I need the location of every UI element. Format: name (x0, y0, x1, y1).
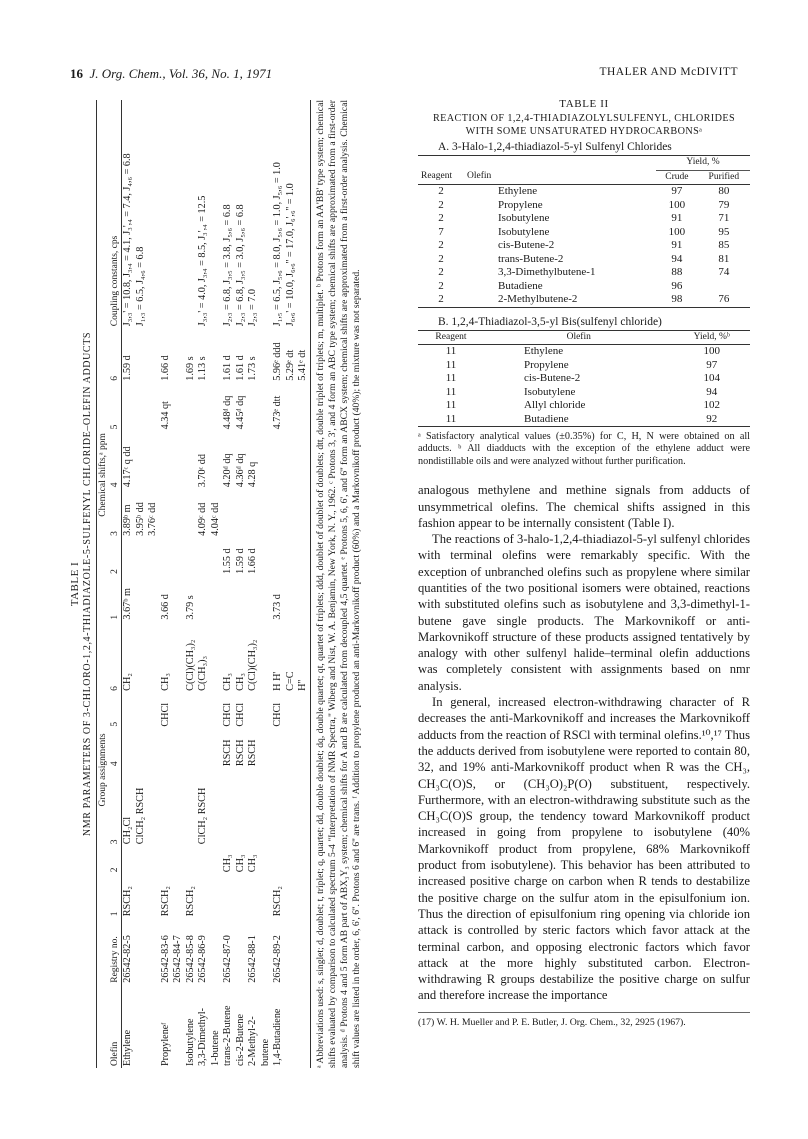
table-cell: 1.73 s (247, 356, 258, 381)
table-cell: 11 (445, 412, 457, 425)
table-cell (235, 768, 248, 846)
table-cell: 91 (671, 239, 683, 251)
table-cell: 4.20ᵈ dq (222, 453, 233, 488)
table-cell: 2 (438, 198, 444, 211)
table-cell: 3,3-Dimethyl- 1-butene (197, 1007, 221, 1066)
table-cell (247, 489, 272, 538)
table-1-col-header: Coupling constants, cps (110, 235, 120, 327)
table-cell: 94 (671, 252, 683, 265)
table-cell (122, 538, 160, 576)
table-cell: 1.66 d (159, 355, 171, 381)
table-row (122, 100, 160, 1068)
table-cell: 100 (703, 345, 720, 357)
table-cell: Butadiene (524, 412, 569, 425)
table-cell: C(Cl)(CH₃)₂ (247, 639, 258, 691)
table-cell: Ethylene (498, 185, 538, 197)
table-cell: 1.66 d (247, 548, 258, 574)
table-cell: 97 (706, 358, 718, 371)
table-cell: 97 (671, 185, 683, 197)
table-cell (160, 489, 185, 538)
table-cell: CH₃ (222, 673, 233, 691)
table-2a (418, 155, 750, 308)
group-assignments-header: Group assignments (98, 733, 108, 807)
table-1-col-header: 6 (110, 686, 120, 691)
table-cell: 2 (438, 239, 444, 251)
table-row (418, 226, 750, 240)
table-1-col-header: 4 (110, 761, 120, 767)
table-cell: 3.70ᶜ dd (197, 454, 208, 488)
table-cell: CH₂ (122, 673, 133, 691)
table-cell: CH₃ (159, 673, 171, 691)
table-cell (197, 693, 222, 729)
table-cell (185, 538, 198, 576)
table-row (418, 253, 750, 267)
table-cell (197, 874, 222, 918)
running-authors: THALER AND McDIVITT (599, 66, 738, 78)
table-row (418, 185, 750, 199)
table-1-col-header: 4 (110, 482, 120, 488)
table-cell: 88 (671, 266, 683, 278)
table-cell (122, 383, 160, 432)
table-row (418, 413, 750, 427)
table-cell: 2 (438, 252, 444, 265)
table-cell (222, 768, 235, 846)
table-cell: 1.59 d (234, 548, 246, 574)
table-cell: 11 (445, 345, 457, 357)
paragraph-2: The reactions of 3-halo-1,2,4-thiadiazol-5-yl sulfenyl chlorides with terminal olefins were remarkably specific. With the exception of unbranched olefins such as propylene where similar quantities of the two positional isomers were obtained, reactions with substituted olefins such as isobutylene and 3,3-dimethyl-1-butene gave single products. The Markovnikoff or anti-Markovnikoff structure of these products assigned tentatively by analogy with other sulfenyl halide–terminal olefin adductions was completely consistent with assignments based on nmr analysis. (418, 532, 750, 693)
table-2a-col-header: Olefin (467, 171, 492, 182)
table-cell (197, 538, 222, 576)
table-cell: 4.45ᵈ dq (234, 395, 246, 430)
table-row (418, 266, 750, 280)
table-cell: 2 (438, 293, 444, 305)
table-cell (160, 431, 185, 489)
table-cell: 26542-88-1 (247, 935, 258, 983)
table-cell: 79 (718, 198, 730, 211)
table-cell: 2 (438, 212, 444, 224)
table-cell (185, 489, 198, 538)
table-cell: 95 (718, 225, 730, 238)
table-row (418, 199, 750, 213)
table-cell (185, 431, 198, 489)
table-cell: 2-Methyl-2- butene (247, 1016, 271, 1066)
table-cell (160, 846, 185, 874)
table-cell: 26542-83-6 26542-84-7 (159, 935, 183, 983)
table-2b-col-header: Reagent (435, 331, 467, 342)
table-1-footnote: ᵃ Abbreviations used: s, singlet; d, doublet; t, triplet; q, quartet; dd, double doublet; dq, double quartet; qt, quartet of triplets; ddd, doublet of doublet of doublets; dtt, double triplet of triplets; m, multiplet. ᵇ Protons form an AA'BB' type system; chemical shifts evaluated by comparison to calculated spectrum 5-4 "Interpretation of NMR Spectra," Wiberg and Nist, W. A. Benjamin, New York, N. Y., 1962. ᶜ Protons 3, 3', and 4 form an ABC type system; chemical shifts are approximated from a first-order analysis. ᵈ Protons 4 and 5 form AB part of ABX₃Y₃ system; chemical shifts for A and B are calculated from decoupled 4,5 quartet. ᵉ Protons 5, 6, 6', and 6'' form an ABCX system; chemical shifts are approximated from a first-order analysis. Chemical shift values are listed in the order, 6, 6', 6''. Protons 6 and 6'' are trans. ᶠ Addition to propylene produced an anti-Markovnikoff product (60%) and a Markovnikoff product (40%); the mixture was not separated. (314, 100, 362, 1068)
table-cell: 2 (438, 279, 444, 292)
table-row (418, 372, 750, 386)
table-cell: 94 (706, 385, 718, 398)
table-cell: 76 (718, 293, 730, 305)
table-cell: RSCH (247, 739, 258, 767)
table-cell (235, 874, 248, 918)
table-cell: CHCl (234, 702, 246, 727)
table-cell: 4.34 qt (159, 401, 171, 430)
table-cell (247, 768, 272, 846)
table-cell (222, 874, 235, 918)
table-1-col-header: 5 (110, 424, 120, 430)
table-cell: CH₃ (247, 854, 258, 873)
table-cell: 2-Methylbutene-2 (498, 293, 578, 305)
table-cell: 26542-82-5 (122, 935, 133, 983)
table-cell: J₃,₃' = 4.0, J₃,₄ = 8.5, J₃',₄ = 12.5 (197, 195, 208, 327)
body-text (418, 482, 750, 1004)
table-cell: CH₂Cl ClCH₂ RSCH (122, 787, 146, 845)
page-header (70, 66, 738, 86)
table-cell (160, 538, 185, 576)
table-cell (122, 693, 160, 729)
table-cell (272, 729, 310, 769)
table-cell (197, 576, 222, 622)
table-cell: 1.13 s (197, 356, 208, 381)
table-cell: J₂,₃ = 7.0 (247, 288, 258, 327)
table-cell: 104 (703, 372, 720, 384)
paragraph-1: analogous methylene and methine signals from adducts of unsymmetrical olefins. The chemical shifts assigned in this fashion appear to be internally consistent (Table I). (418, 483, 750, 530)
table-cell (272, 768, 310, 846)
table-cell: Allyl chloride (524, 399, 586, 411)
table-cell (160, 729, 185, 769)
table-cell (272, 431, 310, 489)
table-cell: cis-2-Butene (234, 1013, 246, 1066)
table-cell: 26542-89-2 (272, 935, 283, 983)
table-cell: Ethylene (122, 1029, 133, 1066)
table-cell: 98 (671, 293, 683, 305)
reference-17: (17) W. H. Mueller and P. E. Butler, J. Org. Chem., 32, 2925 (1967). (418, 1012, 750, 1028)
table-2b (418, 330, 750, 428)
table-1-col-header: 3 (110, 839, 120, 845)
table-2a-col-header: Reagent (421, 171, 453, 182)
page-number-journal (70, 66, 272, 82)
table-cell: 100 (668, 198, 686, 211)
table-cell: 1,4-Butadiene (272, 1008, 283, 1066)
table-cell (185, 846, 198, 874)
table-cell: CHCl (159, 702, 171, 727)
table-cell: 2 (438, 185, 444, 197)
table-cell: 11 (445, 385, 457, 398)
table-cell: 92 (706, 412, 718, 425)
table-cell: J₁,₅ = 6.5, J₅,₆ = 8.0, J₅,₆ = 1.0, J₅,₆ = 1.0 J₆,₆' = 10.0, J₆,₆'' = 17.0, J₆',₆'' = 1.0 (272, 162, 296, 327)
table-cell: 7 (438, 225, 444, 238)
table-1-col-header: 2 (110, 569, 120, 574)
table-cell (122, 846, 160, 874)
table-2-caption-line1: REACTION OF 1,2,4-THIADIAZOLYLSULFENYL, CHLORIDES (432, 113, 736, 124)
table-cell (272, 538, 310, 576)
table-cell: RSCH₂ (184, 886, 196, 917)
table-1-col-header: Olefin (110, 1041, 120, 1066)
table-cell: 1.61 d (222, 355, 233, 381)
table-cell: 11 (445, 372, 457, 384)
table-cell (122, 729, 160, 769)
table-2b-col-header: Yield, %ᵇ (693, 331, 730, 342)
table-cell: 3.73 d (272, 594, 283, 620)
table-cell: 81 (718, 252, 730, 265)
table-cell: 1.69 s (184, 356, 196, 381)
table-cell: RSCH₂ (159, 886, 171, 917)
table-cell (247, 693, 272, 729)
table-cell: RSCH₂ (122, 886, 133, 917)
table-2b-col-header: Olefin (566, 331, 591, 342)
table-cell (185, 383, 198, 432)
table-cell: J₃,₃' = 10.8, J₃,₄ = 4.1, J₃',₄ = 7.4, J₄,₆ = 6.8 J₁,₃ = 6.5, J₄,₆ = 6.8 (122, 153, 146, 327)
table-cell: CHCl (272, 702, 283, 727)
table-1-col-header: 5 (110, 721, 120, 727)
table-cell: 4.36ᵈ dq (234, 453, 246, 488)
table-cell: CH₃ (222, 854, 233, 873)
table-cell (222, 576, 235, 622)
table-cell: 4.09ᶜ dd 4.04ᶜ dd (197, 502, 221, 536)
table-cell: 100 (668, 225, 686, 238)
chemical-shifts-header: Chemical shifts,ᵃ ppm (98, 433, 108, 517)
table-cell: CH₃ (234, 854, 246, 873)
table-2-title: TABLE II (559, 98, 609, 110)
table-cell: RSCH₂ (272, 886, 283, 917)
table-cell: 3.89ᵇ m 3.95ᵇ dd 3.76ᶜ dd (122, 502, 158, 536)
table-row (418, 293, 750, 307)
table-row (160, 100, 185, 1068)
table-cell (222, 489, 235, 538)
table-1-title: TABLE I (69, 561, 81, 607)
table-cell (235, 918, 248, 984)
table-cell: 102 (703, 399, 720, 411)
table-cell: cis-Butene-2 (524, 372, 581, 384)
table-1-col-header: 2 (110, 867, 120, 873)
table-cell: Ethylene (524, 345, 564, 357)
table-1-col-header: 1 (110, 911, 120, 917)
table-2-section-b: B. 1,2,4-Thiadiazol-3,5-yl Bis(sulfenyl chloride) (438, 315, 662, 328)
table-cell: 4.17ᶜ q dd (122, 446, 133, 488)
table-cell: 3,3-Dimethylbutene-1 (498, 266, 596, 278)
table-cell: trans-Butene-2 (498, 252, 564, 265)
table-row (418, 359, 750, 373)
table-cell: 1.55 d (222, 548, 233, 574)
table-cell: Propylene (524, 358, 569, 371)
table-1-col-header: Registry no. (110, 936, 120, 983)
table-row (247, 100, 272, 1068)
table-cell: Isobutylene (498, 225, 550, 238)
table-cell: Propylene (498, 198, 543, 211)
table-row (418, 212, 750, 226)
table-cell: 80 (718, 185, 730, 197)
table-cell: Isobutylene (524, 385, 576, 398)
table-cell: 3.66 d (159, 594, 171, 620)
table-1-col-header: 1 (110, 614, 120, 620)
table-cell (185, 768, 198, 846)
table-cell (698, 280, 750, 294)
table-2a-col-header: Crude (665, 171, 689, 182)
table-1-col-header: 6 (110, 375, 120, 381)
table-cell (197, 729, 222, 769)
table-row (418, 345, 750, 359)
table-1-col-header: 3 (110, 531, 120, 536)
table-cell: Propyleneᶠ (159, 1022, 171, 1066)
yield-header: Yield, % (656, 156, 750, 171)
table-row (418, 386, 750, 400)
table-cell: RSCH (234, 739, 246, 767)
table-cell: 26542-87-0 (222, 935, 233, 983)
table-cell: C(CH₃)₃ (197, 655, 208, 691)
table-row (197, 100, 222, 1068)
table-cell: 71 (718, 212, 730, 224)
table-cell: trans-2-Butene (222, 1005, 233, 1066)
table-cell (247, 383, 272, 432)
table-2-section-a: A. 3-Halo-1,2,4-thiadiazol-5-yl Sulfenyl Chlorides (438, 141, 672, 153)
table-1-grid (96, 100, 311, 1068)
table-row (418, 239, 750, 253)
table-row (185, 100, 198, 1068)
table-cell: 5.96ᵉ ddd 5.29ᵉ dt 5.41ᵉ dt (272, 342, 308, 381)
paragraph-3: In general, increased electron-withdrawing character of R decreases the anti-Markovnikoff and increases the Markovnikoff adducts from the reaction of RSCl with terminal olefins.¹⁰,¹⁷ Thus the adducts derived from isobutylene were reported to contain 80, 32, and 19% anti-Markovnikoff product when R was the CH₃, CH₃C(O)S, or (CH₃O)₂P(O) substituent, respectively. Furthermore, with an electron-withdrawing substitute such as the CH₃C(O)S group, the tendency toward Markovnikoff product increased in going from propylene to isobutylene (40% Markovnikoff product from propylene, 68% Markovnikoff product from isobutylene). This behavior has been attributed to increased positive charge on carbon when R tends to destabilize the positive charge on the sulfur atom in the episulfonium ion. Thus the direction of episulfonium ring opening via chloride ion attack is controlled by steric factors which favor attack at the terminal carbon, and opposing electronic factors which favor attack at the more highly substituted carbon. Electron-withdrawing R groups destabilize the positive charge on sulfur and therefore increase the importance (418, 695, 750, 1003)
table-cell (197, 383, 222, 432)
table-row (272, 100, 310, 1068)
table-cell: RSCH (222, 739, 233, 767)
table-row (222, 100, 235, 1068)
table-cell: cis-Butene-2 (498, 239, 555, 251)
table-cell (272, 489, 310, 538)
table-cell: 26542-86-9 (197, 935, 208, 983)
table-cell: C(Cl)(CH₃)₂ (184, 639, 196, 691)
table-cell (185, 693, 198, 729)
table-cell: 2 (438, 266, 444, 278)
table-cell: 74 (718, 266, 730, 278)
table-1-caption: NMR PARAMETERS OF 3-CHLORO-1,2,4-THIADIAZOLE-5-SULFENYL CHLORIDE–OLEFIN ADDUCTS (82, 331, 93, 837)
table-cell: CHCl (222, 702, 233, 727)
table-cell: Isobutylene (498, 212, 550, 224)
table-cell: Butadiene (498, 279, 543, 292)
table-cell: 26542-85-8 (184, 935, 196, 983)
table-cell: J₂,₃ = 6.8, J₃,₅ = 3.0, J₅,₆ = 6.8 (234, 204, 246, 327)
table-cell (185, 100, 198, 328)
table-cell (247, 576, 272, 622)
table-row (418, 399, 750, 413)
table-cell: 3.67ᵇ m (122, 588, 133, 620)
table-cell: ClCH₂ RSCH (197, 787, 208, 845)
table-2-caption-line2: WITH SOME UNSATURATED HYDROCARBONSᵃ (465, 126, 703, 137)
table-cell: 96 (671, 279, 683, 292)
table-cell (160, 768, 185, 846)
table-cell: 85 (718, 239, 730, 251)
table-cell: 1.59 d (122, 355, 133, 381)
table-cell: J₂,₃ = 6.8, J₃,₅ = 3.8, J₅,₆ = 6.8 (222, 204, 233, 327)
table-cell (197, 846, 222, 874)
table-cell: 91 (671, 212, 683, 224)
table-cell (247, 874, 272, 918)
table-cell (160, 100, 185, 328)
table-cell: 4.73ᵉ dtt (272, 395, 283, 430)
page-number: 16 (70, 66, 83, 81)
table-1-region (68, 100, 398, 1068)
table-cell: 11 (445, 358, 457, 371)
right-column (418, 98, 750, 1028)
table-cell: 4.48ᵈ dq (222, 395, 233, 430)
table-cell (272, 846, 310, 874)
table-cell: CH₃ (234, 673, 246, 691)
table-cell (235, 489, 248, 538)
table-cell (235, 576, 248, 622)
table-cell: 1.61 d (234, 355, 246, 381)
table-cell: H H' C=C H'' (272, 671, 308, 691)
table-1 (68, 100, 398, 1068)
table-cell: 11 (445, 399, 457, 411)
table-cell (185, 729, 198, 769)
table-2a-col-header: Purified (708, 171, 740, 182)
table-cell: 4.28 q (247, 461, 258, 488)
table-row (235, 100, 248, 1068)
table-2-caption (418, 112, 750, 138)
table-cell: 3.79 s (184, 595, 196, 620)
table-cell: Isobutylene (184, 1018, 196, 1066)
table-row (418, 280, 750, 294)
table-2-footnote: ᵃ Satisfactory analytical values (±0.35%) for C, H, N were obtained on all adducts. ᵇ All diadducts with the exception of the ethylene adduct were nondistillable oils and were analyzed without further purification. (418, 431, 750, 467)
journal-citation: J. Org. Chem., Vol. 36, No. 1, 1971 (89, 66, 273, 81)
